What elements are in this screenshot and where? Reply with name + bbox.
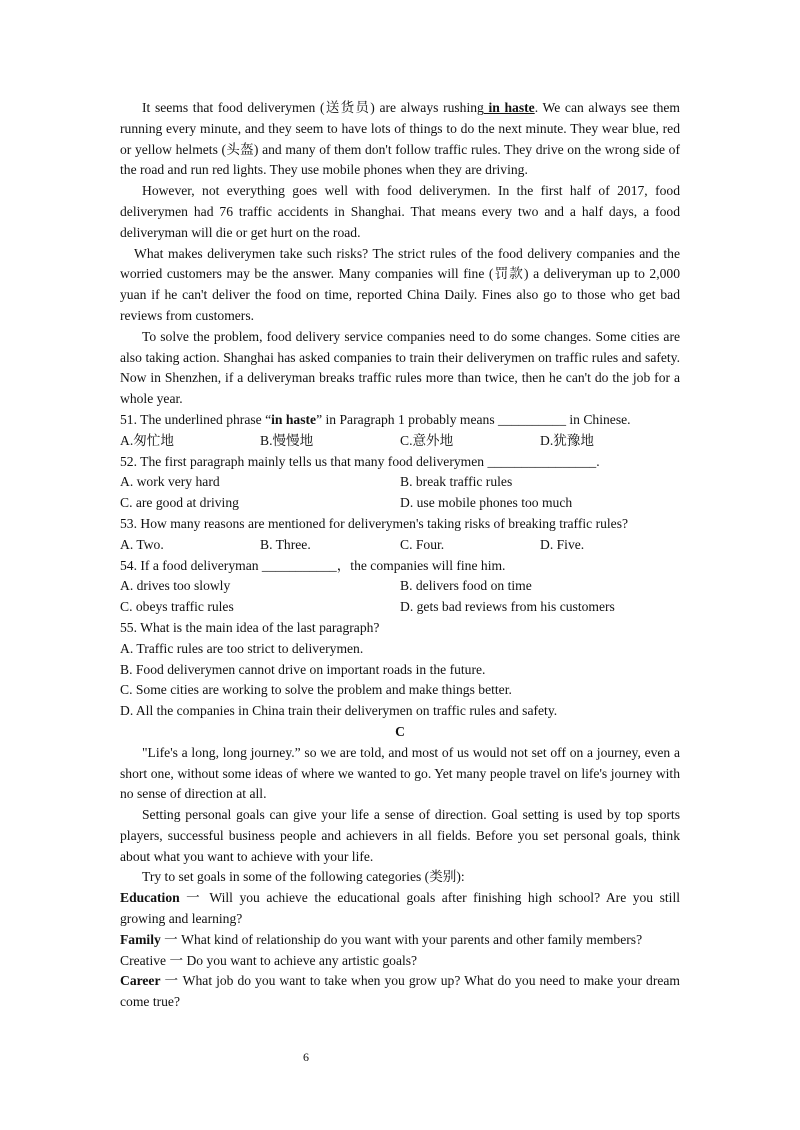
p1-text-b: . We can always see them running every minute, and they seem to have lots of things to do the next minute. They wear blue, red or yellow helmets (头盔) and many of them don't follow traffic rules. They drive on the wrong side of the road and run red lights. They use mobile phones when they are driving. bbox=[120, 100, 680, 178]
category-text: What kind of relationship do you want with your parents and other family members? bbox=[181, 931, 643, 947]
option-d[interactable]: D. use mobile phones too much bbox=[400, 495, 573, 511]
question-51 bbox=[120, 410, 680, 431]
category-dash: 一 bbox=[179, 890, 210, 906]
question-55: 55. What is the main idea of the last paragraph? bbox=[120, 619, 380, 635]
q51-stem-b: ” in Paragraph 1 probably means __________ in Chinese. bbox=[316, 411, 631, 427]
option-b[interactable]: B. Three. bbox=[260, 536, 311, 552]
option-a[interactable]: A. Two. bbox=[120, 536, 164, 552]
category-text: Do you want to achieve any artistic goals? bbox=[186, 952, 418, 968]
option-b[interactable]: B. break traffic rules bbox=[400, 474, 513, 490]
option-d[interactable]: D. gets bad reviews from his customers bbox=[400, 599, 615, 615]
question-54: 54. If a food deliveryman ___________，the companies will fine him. bbox=[120, 557, 506, 573]
question-52: 52. The first paragraph mainly tells us that many food deliverymen ________________. bbox=[120, 453, 600, 469]
document-page bbox=[120, 98, 680, 1013]
p1-text-a: It seems that food deliverymen (送货员) are always rushing bbox=[142, 100, 484, 115]
category-family bbox=[120, 930, 680, 951]
option-d[interactable]: D.犹豫地 bbox=[540, 432, 594, 448]
category-name: Family bbox=[120, 931, 161, 947]
category-dash: 一 bbox=[166, 952, 187, 968]
option-d[interactable]: D. All the companies in China train their deliverymen on traffic rules and safety. bbox=[120, 703, 558, 719]
question-53: 53. How many reasons are mentioned for deliverymen's taking risks of breaking traffic rules? bbox=[120, 515, 629, 531]
q52-options-row-2 bbox=[120, 493, 680, 514]
q51-options bbox=[120, 431, 680, 452]
passage-c-paragraph-1: "Life's a long, long journey.” so we are told, and most of us would not set off on a journey, even a short one, without some ideas of where we wanted to go. Yet many people travel on life's journey with no sense of direction at all. bbox=[120, 744, 680, 802]
q51-stem-bold: in haste bbox=[271, 411, 317, 427]
option-b[interactable]: B.慢慢地 bbox=[260, 432, 314, 448]
page-number: 6 bbox=[303, 1050, 309, 1064]
passage-b-paragraph-3: What makes deliverymen take such risks? The strict rules of the food delivery companies and the worried customers may be the answer. Many companies will fine (罚款) a deliveryman up to 2,000 yuan if he can't deliver the food on time, reported China Daily. Fines also go to those who get bad reviews from customers. bbox=[120, 245, 680, 323]
passage-b-paragraph-4: To solve the problem, food delivery service companies need to do some changes. Some cities are also taking action. Shanghai has asked companies to train their deliverymen on traffic rules and safety. Now in Shenzhen, if a deliveryman breaks traffic rules more than twice, then he can't do the job for a whole year. bbox=[120, 328, 680, 407]
option-a[interactable]: A. Traffic rules are too strict to deliverymen. bbox=[120, 640, 364, 656]
category-career bbox=[120, 971, 680, 1013]
category-text: Will you achieve the educational goals after finishing high school? Are you still growing and learning? bbox=[120, 890, 680, 927]
option-c[interactable]: C. are good at driving bbox=[120, 495, 239, 511]
option-c[interactable]: C.意外地 bbox=[400, 432, 454, 448]
option-d[interactable]: D. Five. bbox=[540, 536, 585, 552]
option-c[interactable]: C. Some cities are working to solve the problem and make things better. bbox=[120, 682, 512, 698]
option-a[interactable]: A.匆忙地 bbox=[120, 432, 174, 448]
q54-options-row-2 bbox=[120, 597, 680, 618]
passage-c-paragraph-2: Setting personal goals can give your life a sense of direction. Goal setting is used by top sports players, successful business people and achievers in all fields. Before you set personal goals, think about what you want to achieve with your life. bbox=[120, 807, 680, 864]
option-c[interactable]: C. Four. bbox=[400, 536, 445, 552]
passage-b-paragraph-1 bbox=[120, 98, 680, 181]
passage-c-paragraph-3: Try to set goals in some of the following categories (类别): bbox=[142, 869, 465, 885]
option-a[interactable]: A. work very hard bbox=[120, 474, 220, 490]
category-name: Career bbox=[120, 973, 161, 989]
category-creative bbox=[120, 951, 680, 972]
underlined-phrase: in haste bbox=[483, 100, 535, 115]
q53-options bbox=[120, 535, 680, 556]
category-education bbox=[120, 888, 680, 930]
section-heading: C bbox=[395, 723, 405, 739]
category-name: Creative bbox=[120, 952, 167, 968]
q54-options-row-1 bbox=[120, 576, 680, 597]
q51-stem-a: 51. The underlined phrase “ bbox=[120, 411, 272, 427]
option-b[interactable]: B. delivers food on time bbox=[400, 578, 532, 594]
category-text: What job do you want to take when you grow up? What do you need to make your dream come true? bbox=[120, 973, 680, 1010]
option-a[interactable]: A. drives too slowly bbox=[120, 578, 231, 594]
category-name: Education bbox=[120, 890, 180, 906]
option-c[interactable]: C. obeys traffic rules bbox=[120, 599, 234, 615]
q52-options-row-1 bbox=[120, 472, 680, 493]
passage-b-paragraph-2: However, not everything goes well with food deliverymen. In the first half of 2017, food deliverymen had 76 traffic accidents in Shanghai. That means every two and a half days, a food deliveryman will die or get hurt on the road. bbox=[120, 183, 680, 240]
option-b[interactable]: B. Food deliverymen cannot drive on important roads in the future. bbox=[120, 661, 486, 677]
category-dash: 一 bbox=[160, 973, 183, 989]
category-dash: 一 bbox=[160, 931, 182, 947]
